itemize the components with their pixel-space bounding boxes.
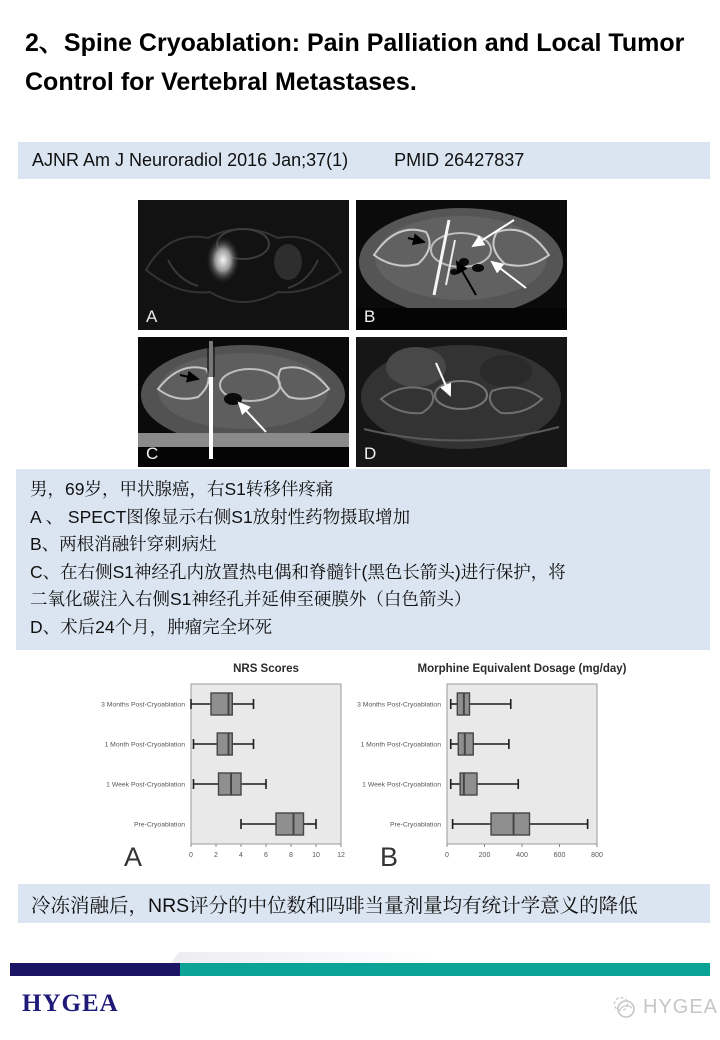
svg-text:0: 0 [445, 852, 449, 859]
svg-text:A: A [124, 842, 143, 872]
description-line: C、在右侧S1神经孔内放置热电偶和脊髓针(黑色长箭头)进行保护，将 [30, 561, 566, 582]
footer-bar-navy [10, 963, 180, 976]
svg-text:6: 6 [264, 852, 268, 859]
svg-text:600: 600 [553, 852, 566, 859]
svg-text:Pre-Cryoablation: Pre-Cryoablation [134, 821, 185, 829]
svg-text:2: 2 [214, 852, 218, 859]
citation-pmid: PMID 26427837 [394, 150, 525, 170]
svg-text:NRS Scores: NRS Scores [233, 663, 299, 675]
ct-panel-b [356, 200, 567, 330]
boxplot-morphine-dosage [352, 658, 627, 872]
svg-text:4: 4 [239, 852, 243, 859]
svg-text:1 Month Post-Cryoablation: 1 Month Post-Cryoablation [104, 741, 185, 749]
ct-image-needle [138, 337, 349, 467]
ct-panel-c [138, 337, 349, 467]
hygea-logo: HYGEA [22, 990, 119, 1017]
citation-reference: AJNR Am J Neuroradiol 2016 Jan;37(1) [32, 150, 349, 170]
footer-bar-teal [180, 963, 710, 976]
page-title: 2、Spine Cryoablation: Pain Palliation and Local Tumor Control for Vertebral Metastases. [25, 29, 685, 96]
panel-letter-b: B [364, 307, 376, 326]
description-line: D、术后24个月，肿瘤完全坏死 [30, 616, 273, 637]
svg-text:Morphine Equivalent Dosage (mg: Morphine Equivalent Dosage (mg/day) [417, 663, 627, 675]
svg-text:3 Months Post-Cryoablation: 3 Months Post-Cryoablation [357, 701, 441, 709]
ct-panel-a [138, 200, 349, 330]
svg-text:0: 0 [189, 852, 193, 859]
watermark-text: HYGEA [643, 995, 719, 1018]
ct-image-needles [356, 200, 567, 330]
svg-text:1 Week Post-Cryoablation: 1 Week Post-Cryoablation [106, 781, 185, 789]
svg-text:B: B [380, 842, 399, 872]
ct-image-followup [356, 337, 567, 467]
svg-text:800: 800 [591, 852, 603, 859]
svg-text:200: 200 [478, 852, 491, 859]
watermark-globe-icon [610, 994, 638, 1020]
description-line: A 、 SPECT图像显示右侧S1放射性药物摄取增加 [30, 506, 411, 527]
svg-text:1 Week Post-Cryoablation: 1 Week Post-Cryoablation [362, 781, 441, 789]
description-line: 二氧化碳注入右侧S1神经孔并延伸至硬膜外（白色箭头） [30, 589, 472, 609]
ct-panel-d [356, 337, 567, 467]
boxplot-nrs-scores [96, 658, 356, 872]
boxplot-figure [0, 658, 720, 872]
svg-text:400: 400 [516, 852, 528, 859]
citation-bar [18, 142, 710, 179]
description-line: B、两根消融针穿刺病灶 [30, 534, 217, 554]
panel-letter-d: D [364, 444, 377, 463]
description-line: 男，69岁，甲状腺癌，右S1转移伴疼痛 [30, 479, 334, 499]
svg-text:3 Months Post-Cryoablation: 3 Months Post-Cryoablation [101, 701, 185, 709]
watermark [610, 994, 718, 1020]
footer-swoosh-decoration [171, 952, 439, 963]
svg-text:1 Month Post-Cryoablation: 1 Month Post-Cryoablation [360, 741, 441, 749]
svg-text:12: 12 [337, 852, 345, 859]
conclusion-bar: 冷冻消融后，NRS评分的中位数和吗啡当量剂量均有统计学意义的降低 [18, 884, 710, 923]
panel-letter-c: C [146, 444, 159, 463]
svg-text:10: 10 [312, 852, 320, 859]
svg-text:Pre-Cryoablation: Pre-Cryoablation [390, 821, 441, 829]
case-description [16, 469, 710, 650]
panel-letter-a: A [146, 307, 158, 326]
svg-text:8: 8 [289, 852, 293, 859]
spect-image [138, 200, 349, 330]
ct-figure-grid [138, 200, 567, 467]
